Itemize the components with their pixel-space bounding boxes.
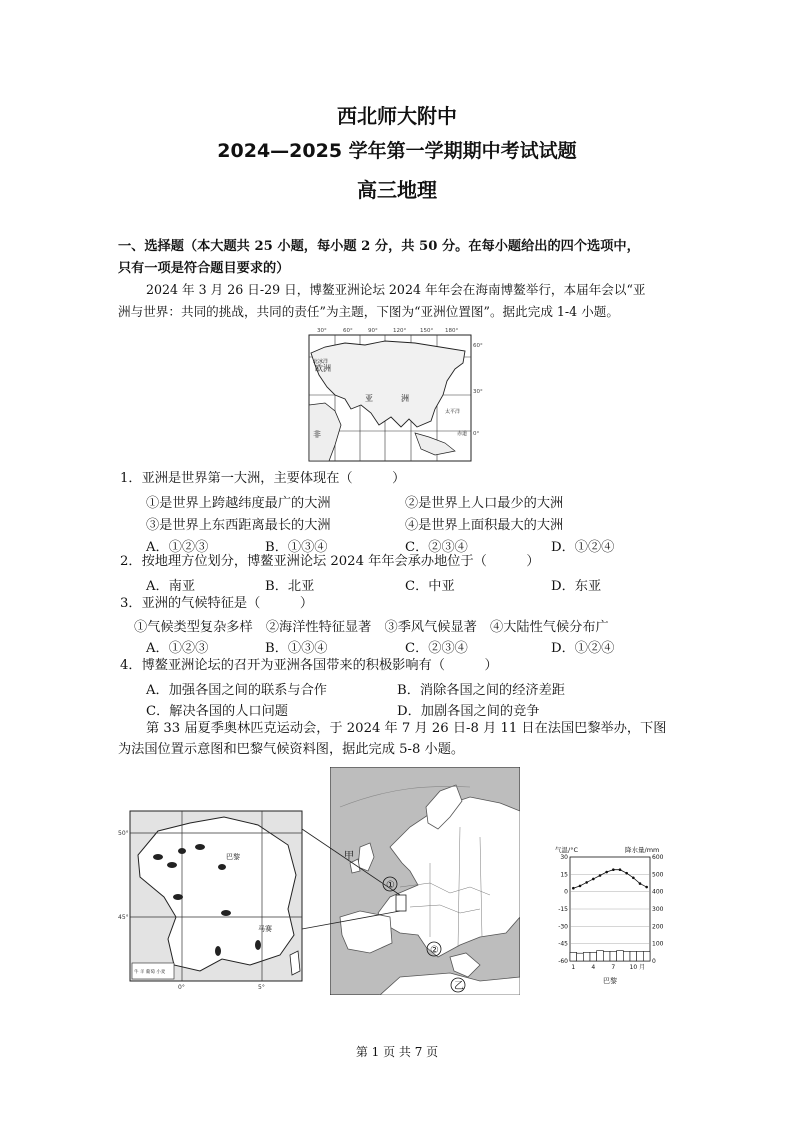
precipitation-bar bbox=[603, 951, 610, 961]
temperature-point bbox=[572, 887, 575, 890]
q1-option-b[interactable]: B．①③④ bbox=[265, 540, 328, 555]
precipitation-bar bbox=[617, 951, 624, 961]
temperature-point bbox=[625, 872, 628, 875]
climate-precip-tick: 600 bbox=[652, 854, 664, 861]
asia-label-europe: 欧洲 bbox=[315, 364, 331, 373]
temperature-point bbox=[619, 868, 622, 871]
asia-label-asia: 亚 bbox=[365, 394, 373, 403]
q1-option-d[interactable]: D．①②④ bbox=[551, 540, 615, 555]
precipitation-bar bbox=[610, 951, 617, 961]
france-map-legend: 牛 羊 葡萄 小麦 bbox=[134, 970, 166, 975]
subject-title: 高三地理 bbox=[357, 178, 437, 202]
q4-option-a[interactable]: A．加强各国之间的联系与合作 bbox=[146, 683, 327, 698]
q4-option-c[interactable]: C．解决各国的人口问题 bbox=[146, 704, 288, 719]
temperature-point bbox=[605, 871, 608, 874]
climate-precip-tick: 500 bbox=[652, 871, 664, 879]
asia-label-sea: 太平洋 bbox=[445, 409, 461, 415]
temperature-point bbox=[632, 877, 635, 880]
q2-option-c[interactable]: C．中亚 bbox=[405, 579, 455, 594]
precipitation-bar bbox=[643, 951, 650, 961]
q3-option-c[interactable]: C．②③④ bbox=[405, 641, 468, 656]
france-city-label: 马赛 bbox=[258, 925, 272, 933]
q3-statements: ①气候类型复杂多样 ②海洋性特征显著 ③季风气候显著 ④大陆性气候分布广 bbox=[134, 620, 609, 635]
france-lon-label: 0° bbox=[178, 984, 185, 991]
q2-stem: 2．按地理方位划分，博鳌亚洲论坛 2024 年年会承办地位于（ ） bbox=[120, 554, 540, 569]
q3-option-d[interactable]: D．①②④ bbox=[551, 641, 615, 656]
q3-option-b[interactable]: B．①③④ bbox=[265, 641, 328, 656]
precipitation-bar bbox=[630, 951, 637, 961]
temperature-line bbox=[573, 870, 646, 888]
q1-statement: ④是世界上面积最大的大洲 bbox=[405, 518, 564, 533]
exam-title: 2024—2025 学年第一学期期中考试试题 bbox=[217, 140, 577, 162]
climate-precip-tick: 200 bbox=[652, 923, 664, 931]
france-lat-label: 45° bbox=[118, 914, 129, 921]
temperature-point bbox=[599, 874, 602, 877]
temperature-point bbox=[639, 882, 642, 885]
q1-statement: ③是世界上东西距离最长的大洲 bbox=[146, 518, 331, 533]
climate-title-temp: 气温/°C bbox=[555, 846, 578, 854]
precipitation-bar bbox=[583, 952, 590, 961]
asia-label-sea: 北冰洋 bbox=[313, 359, 329, 365]
climate-temp-tick: -30 bbox=[558, 923, 568, 931]
q1-statement: ②是世界上人口最少的大洲 bbox=[405, 496, 564, 511]
climate-temp-tick: -15 bbox=[558, 906, 568, 913]
europe-marker-1: ① bbox=[386, 880, 395, 891]
school-title: 西北师大附中 bbox=[337, 104, 457, 128]
section-heading-line1: 一、选择题（本大题共 25 小题，每小题 2 分，共 50 分。在每小题给出的四个选项中， bbox=[118, 239, 640, 254]
asia-lat-label: 60° bbox=[473, 343, 483, 349]
map-connector-lines bbox=[300, 825, 410, 935]
asia-label-sea: 赤道 bbox=[457, 431, 468, 437]
europe-marker-yi: 乙 bbox=[454, 981, 464, 992]
asia-lon-label: 90° bbox=[368, 328, 378, 334]
precipitation-bar bbox=[590, 952, 597, 961]
europe-marker-jia: 甲 bbox=[344, 851, 354, 862]
precipitation-bar bbox=[570, 952, 577, 961]
q4-stem: 4．博鳌亚洲论坛的召开为亚洲各国带来的积极影响有（ ） bbox=[120, 658, 498, 673]
temperature-point bbox=[579, 885, 582, 888]
climate-temp-tick: 0 bbox=[564, 888, 568, 896]
climate-month-tick: 4 bbox=[591, 964, 596, 971]
precipitation-bar bbox=[637, 951, 644, 961]
q2-option-b[interactable]: B．北亚 bbox=[265, 579, 315, 594]
q1-option-a[interactable]: A．①②③ bbox=[146, 540, 209, 555]
intro1-line1: 2024 年 3 月 26 日-29 日，博鳌亚洲论坛 2024 年年会在海南博鳌举行，本届年会以“亚 bbox=[146, 282, 646, 297]
asia-lon-label: 180° bbox=[445, 328, 459, 334]
intro2-line1: 第 33 届夏季奥林匹克运动会，于 2024 年 7 月 26 日-8 月 11 日在法国巴黎举办，下图 bbox=[146, 721, 667, 736]
climate-temp-tick: 15 bbox=[560, 871, 568, 879]
q1-stem: 1．亚洲是世界第一大洲，主要体现在（ ） bbox=[120, 471, 406, 486]
precipitation-bar bbox=[623, 951, 630, 961]
climate-month-tick: 1 bbox=[571, 964, 576, 971]
q4-option-d[interactable]: D．加剧各国之间的竞争 bbox=[397, 704, 540, 719]
asia-lat-label: 0° bbox=[473, 431, 480, 437]
asia-lat-label: 30° bbox=[473, 389, 483, 395]
temperature-point bbox=[592, 878, 595, 881]
climate-month-tick: 10 月 bbox=[629, 964, 646, 971]
q1-statement: ①是世界上跨越纬度最广的大洲 bbox=[146, 496, 331, 511]
climate-temp-tick: 30 bbox=[560, 854, 568, 861]
climate-temp-tick: -45 bbox=[558, 940, 568, 948]
section-heading-line2: 只有一项是符合题目要求的） bbox=[118, 261, 290, 276]
climate-precip-tick: 100 bbox=[652, 940, 664, 948]
climate-month-tick: 7 bbox=[611, 964, 616, 971]
temperature-point bbox=[585, 881, 588, 884]
q3-option-a[interactable]: A．①②③ bbox=[146, 641, 209, 656]
precipitation-bar bbox=[577, 953, 584, 961]
q2-option-d[interactable]: D．东亚 bbox=[551, 579, 602, 594]
climate-temp-tick: -60 bbox=[558, 958, 568, 965]
asia-lon-label: 120° bbox=[393, 328, 407, 334]
climate-title-precip: 降水量/mm bbox=[625, 846, 660, 854]
france-lon-label: 5° bbox=[258, 984, 265, 991]
asia-lon-label: 30° bbox=[317, 328, 327, 334]
climate-station-label: 巴黎 bbox=[603, 977, 617, 985]
precipitation-bar bbox=[597, 951, 604, 961]
q1-option-c[interactable]: C．②③④ bbox=[405, 540, 468, 555]
climate-precip-tick: 400 bbox=[652, 888, 664, 896]
climate-precip-tick: 300 bbox=[652, 906, 664, 913]
temperature-point bbox=[645, 886, 648, 889]
climate-precip-tick: 0 bbox=[652, 958, 656, 965]
q2-option-a[interactable]: A．南亚 bbox=[146, 579, 196, 594]
q3-stem: 3．亚洲的气候特征是（ ） bbox=[120, 596, 314, 611]
intro1-line2: 洲与世界：共同的挑战，共同的责任”为主题，下图为“亚洲位置图”。据此完成 1-4 小题。 bbox=[118, 304, 619, 319]
intro2-line2: 为法国位置示意图和巴黎气候资料图，据此完成 5-8 小题。 bbox=[118, 742, 465, 757]
asia-lon-label: 150° bbox=[420, 328, 434, 334]
temperature-point bbox=[612, 868, 615, 871]
france-city-label: 巴黎 bbox=[226, 853, 240, 861]
france-lat-label: 50° bbox=[118, 830, 129, 837]
q4-option-b[interactable]: B．消除各国之间的经济差距 bbox=[397, 683, 565, 698]
asia-label-continent: 洲 bbox=[401, 394, 409, 403]
asia-location-map bbox=[305, 325, 485, 465]
paris-climate-chart bbox=[555, 843, 680, 988]
page-footer: 第 1 页 共 7 页 bbox=[355, 1045, 439, 1059]
asia-lon-label: 60° bbox=[343, 328, 353, 334]
france-location-map bbox=[118, 805, 310, 995]
asia-label-africa: 非 bbox=[313, 430, 321, 439]
europe-marker-2: ② bbox=[430, 945, 439, 956]
